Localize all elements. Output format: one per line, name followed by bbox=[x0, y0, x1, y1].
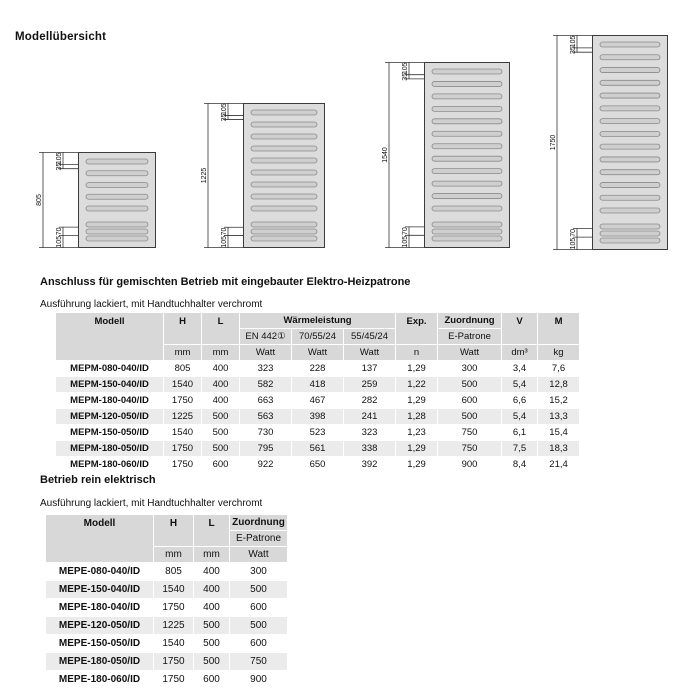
unit-cell: Watt bbox=[230, 547, 288, 563]
dimension-label: 105 bbox=[570, 237, 577, 250]
value-cell: 323 bbox=[240, 361, 292, 377]
col-header-zuordnung: Zuordnung bbox=[438, 313, 502, 329]
unit-cell: mm bbox=[202, 345, 240, 361]
unit-cell: dm³ bbox=[502, 345, 538, 361]
mixed-operation-table bbox=[55, 312, 580, 473]
value-cell: 795 bbox=[240, 441, 292, 457]
radiator-slat bbox=[432, 236, 502, 241]
value-cell: 500 bbox=[438, 377, 502, 393]
radiator-slat bbox=[86, 194, 148, 199]
value-cell: 400 bbox=[194, 581, 230, 599]
dimension-label: 105 bbox=[221, 103, 228, 116]
model-cell: MEPE-150-040/ID bbox=[46, 581, 154, 599]
value-cell: 1750 bbox=[164, 457, 202, 473]
value-cell: 600 bbox=[194, 671, 230, 689]
radiator-slat bbox=[251, 122, 317, 127]
value-cell: 400 bbox=[202, 377, 240, 393]
radiator-svg bbox=[547, 32, 670, 255]
height-dimension-label: 1750 bbox=[550, 134, 557, 151]
radiator-slat bbox=[432, 222, 502, 227]
value-cell: 500 bbox=[194, 653, 230, 671]
value-cell: 338 bbox=[344, 441, 396, 457]
radiator-slat bbox=[600, 170, 660, 175]
dimension-label: 105 bbox=[56, 152, 63, 165]
page-title: Modellübersicht bbox=[15, 31, 107, 43]
value-cell: 15,4 bbox=[538, 425, 580, 441]
unit-cell: mm bbox=[154, 547, 194, 563]
unit-cell: mm bbox=[194, 547, 230, 563]
col-header-l: L bbox=[194, 515, 230, 547]
radiator-slat bbox=[600, 238, 660, 243]
value-cell: 600 bbox=[202, 457, 240, 473]
section-title-mixed-operation: Anschluss für gemischten Betrieb mit eingebauter Elektro-Heizpatrone bbox=[40, 276, 411, 288]
dimension-label: 35 bbox=[402, 72, 409, 81]
value-cell: 1750 bbox=[154, 653, 194, 671]
section-subtitle-mixed-operation: Ausführung lackiert, mit Handtuchhalter verchromt bbox=[40, 299, 263, 310]
value-cell: 400 bbox=[194, 563, 230, 581]
col-header-55-45-24: 55/45/24 bbox=[344, 329, 396, 345]
value-cell: 1,22 bbox=[396, 377, 438, 393]
value-cell: 400 bbox=[202, 361, 240, 377]
value-cell: 21,4 bbox=[538, 457, 580, 473]
table-row bbox=[46, 599, 288, 617]
table-row bbox=[46, 671, 288, 689]
value-cell: 750 bbox=[438, 441, 502, 457]
radiator-diagram bbox=[198, 100, 327, 253]
dimension-label: 105 bbox=[570, 35, 577, 48]
model-cell: MEPE-150-050/ID bbox=[46, 635, 154, 653]
radiator-slat bbox=[432, 206, 502, 211]
radiator-slat bbox=[432, 81, 502, 86]
section-title-electric-only: Betrieb rein elektrisch bbox=[40, 474, 156, 486]
radiator-slat bbox=[86, 183, 148, 188]
radiator-slat bbox=[251, 170, 317, 175]
unit-cell: Watt bbox=[292, 345, 344, 361]
value-cell: 582 bbox=[240, 377, 292, 393]
col-header-70-55-24: 70/55/24 bbox=[292, 329, 344, 345]
radiator-svg bbox=[33, 149, 158, 253]
table-row bbox=[46, 581, 288, 599]
value-cell: 1540 bbox=[154, 635, 194, 653]
table-row bbox=[56, 361, 580, 377]
table-row bbox=[56, 377, 580, 393]
dimension-label: 35 bbox=[570, 46, 577, 54]
table-row bbox=[46, 635, 288, 653]
radiator-slat bbox=[600, 144, 660, 149]
value-cell: 805 bbox=[164, 361, 202, 377]
dimension-label: 70 bbox=[570, 228, 577, 237]
radiator-slat bbox=[251, 182, 317, 187]
col-header-modell: Modell bbox=[56, 313, 164, 361]
value-cell: 7,5 bbox=[502, 441, 538, 457]
value-cell: 600 bbox=[230, 635, 288, 653]
value-cell: 323 bbox=[344, 425, 396, 441]
height-dimension-label: 1225 bbox=[201, 167, 208, 184]
table-row bbox=[56, 409, 580, 425]
radiator-svg bbox=[198, 100, 327, 253]
value-cell: 1540 bbox=[164, 425, 202, 441]
col-header-epatrone: E-Patrone bbox=[438, 329, 502, 345]
radiator-slat bbox=[251, 110, 317, 115]
table-row bbox=[56, 425, 580, 441]
radiator-diagram bbox=[547, 32, 670, 255]
radiator-slat bbox=[432, 144, 502, 149]
value-cell: 300 bbox=[230, 563, 288, 581]
value-cell: 730 bbox=[240, 425, 292, 441]
value-cell: 467 bbox=[292, 393, 344, 409]
table-row bbox=[56, 393, 580, 409]
radiator-slat bbox=[600, 208, 660, 213]
value-cell: 5,4 bbox=[502, 377, 538, 393]
radiator-diagram bbox=[379, 59, 512, 253]
col-header-v: V bbox=[502, 313, 538, 345]
height-dimension-label: 805 bbox=[36, 194, 43, 206]
value-cell: 8,4 bbox=[502, 457, 538, 473]
col-header-h: H bbox=[154, 515, 194, 547]
radiator-slat bbox=[600, 157, 660, 162]
radiator-slat bbox=[600, 55, 660, 60]
value-cell: 418 bbox=[292, 377, 344, 393]
value-cell: 500 bbox=[438, 409, 502, 425]
value-cell: 13,3 bbox=[538, 409, 580, 425]
radiator-slat bbox=[432, 131, 502, 136]
radiator-slat bbox=[86, 171, 148, 176]
value-cell: 1750 bbox=[164, 393, 202, 409]
model-cell: MEPE-120-050/ID bbox=[46, 617, 154, 635]
table-row bbox=[46, 617, 288, 635]
radiator-slat bbox=[251, 222, 317, 227]
model-cell: MEPM-180-060/ID bbox=[56, 457, 164, 473]
value-cell: 1,29 bbox=[396, 393, 438, 409]
value-cell: 392 bbox=[344, 457, 396, 473]
value-cell: 400 bbox=[202, 393, 240, 409]
radiator-slat bbox=[251, 134, 317, 139]
value-cell: 500 bbox=[202, 441, 240, 457]
value-cell: 1225 bbox=[154, 617, 194, 635]
radiator-slat bbox=[600, 119, 660, 124]
value-cell: 3,4 bbox=[502, 361, 538, 377]
unit-cell: Watt bbox=[240, 345, 292, 361]
value-cell: 241 bbox=[344, 409, 396, 425]
value-cell: 561 bbox=[292, 441, 344, 457]
radiator-slat bbox=[432, 94, 502, 99]
model-cell: MEPE-180-050/ID bbox=[46, 653, 154, 671]
radiator-body bbox=[425, 63, 510, 248]
col-header-en442: EN 442① bbox=[240, 329, 292, 345]
value-cell: 500 bbox=[202, 409, 240, 425]
table-row bbox=[46, 653, 288, 671]
section-subtitle-electric-only: Ausführung lackiert, mit Handtuchhalter verchromt bbox=[40, 498, 263, 509]
model-cell: MEPM-150-040/ID bbox=[56, 377, 164, 393]
dimension-label: 70 bbox=[56, 227, 63, 236]
model-cell: MEPM-150-050/ID bbox=[56, 425, 164, 441]
radiator-slat bbox=[600, 182, 660, 187]
radiator-slat bbox=[432, 156, 502, 161]
radiator-slat bbox=[600, 106, 660, 111]
dimension-label: 35 bbox=[221, 113, 228, 122]
value-cell: 1,23 bbox=[396, 425, 438, 441]
radiator-slat bbox=[600, 80, 660, 85]
dimension-label: 105 bbox=[221, 235, 228, 248]
value-cell: 500 bbox=[202, 425, 240, 441]
radiator-slat bbox=[432, 169, 502, 174]
radiator-slat bbox=[432, 181, 502, 186]
unit-cell: Watt bbox=[438, 345, 502, 361]
radiator-slat bbox=[600, 68, 660, 73]
radiator-slat bbox=[251, 194, 317, 199]
value-cell: 900 bbox=[230, 671, 288, 689]
value-cell: 1750 bbox=[154, 671, 194, 689]
value-cell: 5,4 bbox=[502, 409, 538, 425]
dimension-label: 70 bbox=[221, 227, 228, 236]
value-cell: 563 bbox=[240, 409, 292, 425]
value-cell: 228 bbox=[292, 361, 344, 377]
model-cell: MEPE-180-040/ID bbox=[46, 599, 154, 617]
model-cell: MEPE-080-040/ID bbox=[46, 563, 154, 581]
col-header-l: L bbox=[202, 313, 240, 345]
radiator-slat bbox=[432, 229, 502, 234]
radiator-slat bbox=[251, 236, 317, 241]
value-cell: 12,8 bbox=[538, 377, 580, 393]
radiator-slat bbox=[251, 206, 317, 211]
value-cell: 259 bbox=[344, 377, 396, 393]
col-header-zuordnung: Zuordnung bbox=[230, 515, 288, 531]
radiator-svg bbox=[379, 59, 512, 253]
radiator-slat bbox=[86, 229, 148, 234]
value-cell: 1540 bbox=[154, 581, 194, 599]
value-cell: 922 bbox=[240, 457, 292, 473]
value-cell: 6,1 bbox=[502, 425, 538, 441]
dimension-label: 105 bbox=[402, 62, 409, 75]
value-cell: 523 bbox=[292, 425, 344, 441]
unit-cell: mm bbox=[164, 345, 202, 361]
radiator-slat bbox=[251, 229, 317, 234]
table-row bbox=[46, 563, 288, 581]
radiator-slat bbox=[86, 206, 148, 211]
value-cell: 600 bbox=[230, 599, 288, 617]
value-cell: 15,2 bbox=[538, 393, 580, 409]
radiator-slat bbox=[600, 231, 660, 236]
value-cell: 750 bbox=[438, 425, 502, 441]
model-cell: MEPM-180-050/ID bbox=[56, 441, 164, 457]
unit-cell: n bbox=[396, 345, 438, 361]
dimension-label: 70 bbox=[402, 227, 409, 235]
value-cell: 1,29 bbox=[396, 457, 438, 473]
radiator-slat bbox=[432, 106, 502, 111]
col-header-epatrone: E-Patrone bbox=[230, 531, 288, 547]
table-row bbox=[56, 441, 580, 457]
electric-only-table bbox=[45, 514, 288, 689]
value-cell: 7,6 bbox=[538, 361, 580, 377]
radiator-slat bbox=[86, 159, 148, 164]
radiator-slat bbox=[432, 69, 502, 74]
radiator-slat bbox=[432, 119, 502, 124]
value-cell: 805 bbox=[154, 563, 194, 581]
height-dimension-label: 1540 bbox=[382, 147, 389, 163]
value-cell: 400 bbox=[194, 599, 230, 617]
value-cell: 1,28 bbox=[396, 409, 438, 425]
dimension-label: 35 bbox=[56, 162, 63, 171]
dimension-label: 105 bbox=[402, 235, 409, 248]
value-cell: 398 bbox=[292, 409, 344, 425]
value-cell: 500 bbox=[194, 635, 230, 653]
radiator-slat bbox=[600, 131, 660, 136]
model-cell: MEPM-180-040/ID bbox=[56, 393, 164, 409]
radiator-slat bbox=[86, 222, 148, 227]
value-cell: 900 bbox=[438, 457, 502, 473]
value-cell: 750 bbox=[230, 653, 288, 671]
value-cell: 6,6 bbox=[502, 393, 538, 409]
value-cell: 500 bbox=[194, 617, 230, 635]
value-cell: 1750 bbox=[154, 599, 194, 617]
col-header-exp: Exp. bbox=[396, 313, 438, 345]
unit-cell: kg bbox=[538, 345, 580, 361]
radiator-diagram bbox=[33, 149, 158, 253]
radiator-slat bbox=[251, 146, 317, 151]
model-cell: MEPM-080-040/ID bbox=[56, 361, 164, 377]
value-cell: 282 bbox=[344, 393, 396, 409]
value-cell: 137 bbox=[344, 361, 396, 377]
radiator-slat bbox=[600, 224, 660, 229]
radiator-slat bbox=[600, 195, 660, 200]
table-row bbox=[56, 457, 580, 473]
model-cell: MEPE-180-060/ID bbox=[46, 671, 154, 689]
value-cell: 1,29 bbox=[396, 441, 438, 457]
value-cell: 1225 bbox=[164, 409, 202, 425]
value-cell: 650 bbox=[292, 457, 344, 473]
radiator-slat bbox=[86, 236, 148, 241]
radiator-slat bbox=[251, 158, 317, 163]
model-cell: MEPM-120-050/ID bbox=[56, 409, 164, 425]
radiator-slat bbox=[600, 93, 660, 98]
col-header-h: H bbox=[164, 313, 202, 345]
value-cell: 1750 bbox=[164, 441, 202, 457]
unit-cell: Watt bbox=[344, 345, 396, 361]
value-cell: 300 bbox=[438, 361, 502, 377]
col-header-waermeleistung: Wärmeleistung bbox=[240, 313, 396, 329]
value-cell: 663 bbox=[240, 393, 292, 409]
dimension-label: 105 bbox=[56, 235, 63, 248]
col-header-m: M bbox=[538, 313, 580, 345]
value-cell: 600 bbox=[438, 393, 502, 409]
radiator-slat bbox=[600, 42, 660, 47]
col-header-modell: Modell bbox=[46, 515, 154, 563]
radiator-slat bbox=[432, 194, 502, 199]
value-cell: 1,29 bbox=[396, 361, 438, 377]
value-cell: 500 bbox=[230, 581, 288, 599]
value-cell: 1540 bbox=[164, 377, 202, 393]
value-cell: 500 bbox=[230, 617, 288, 635]
value-cell: 18,3 bbox=[538, 441, 580, 457]
